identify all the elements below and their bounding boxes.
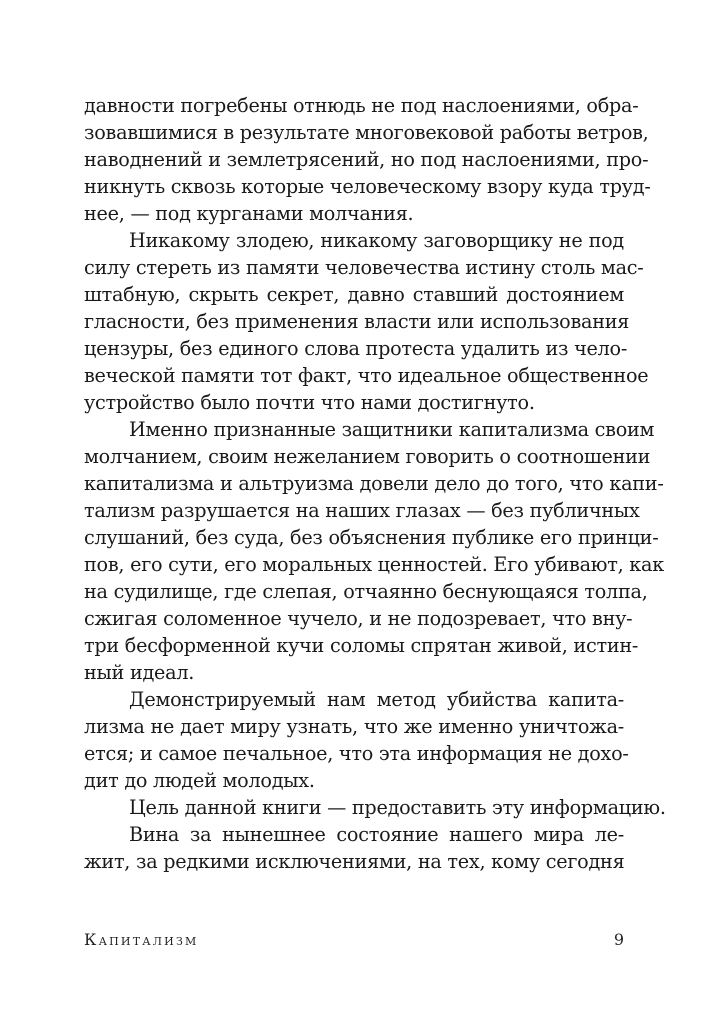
text-line: штабную, скрыть секрет, давно ставший достоянием — [84, 283, 624, 306]
text-line: нее, — под курганами молчания. — [84, 202, 414, 225]
text-line: жит, за редкими исключениями, на тех, кому сегодня — [84, 850, 625, 873]
text-line: цензуры, без единого слова протеста удалить из чело- — [84, 337, 628, 360]
text-line: дит до людей молодых. — [84, 769, 315, 792]
text-line: пов, его сути, его моральных ценностей. Его убивают, как — [84, 553, 664, 576]
text-line: наводнений и землетрясений, но под наслоениями, про- — [84, 148, 649, 171]
text-line: тализм разрушается на наших глазах — без публичных — [84, 499, 640, 522]
text-line: Цель данной книги — предоставить эту информацию. — [129, 796, 666, 819]
text-line: сжигая соломенное чучело, и не подозревает, что вну- — [84, 607, 633, 630]
page-body — [84, 92, 666, 875]
page-footer — [84, 928, 624, 952]
text-line: веческой памяти тот факт, что идеальное общественное — [84, 364, 649, 387]
text-line: слушаний, без суда, без объяснения публике его принци- — [84, 526, 659, 549]
page-number: 9 — [613, 930, 624, 949]
text-line: Никакому злодею, никакому заговорщику не под — [129, 229, 624, 252]
text-line: ный идеал. — [84, 661, 195, 684]
text-line: ется; и самое печальное, что эта информация не дохо- — [84, 742, 629, 765]
text-line: лизма не дает миру узнать, что же именно уничтожа- — [84, 715, 624, 738]
text-line: три бесформенной кучи соломы спрятан живой, истин- — [84, 634, 639, 657]
text-line: Демонстрируемый нам метод убийства капита- — [129, 688, 624, 711]
text-line: молчанием, своим нежеланием говорить о соотношении — [84, 445, 651, 468]
text-line: силу стереть из памяти человечества истину столь мас- — [84, 256, 644, 279]
text-line: устройство было почти что нами достигнуто. — [84, 391, 535, 414]
text-line: Вина за нынешнее состояние нашего мира ле- — [129, 823, 624, 846]
text-line: гласности, без применения власти или использования — [84, 310, 630, 333]
text-line: на судилище, где слепая, отчаянно беснующаяся толпа, — [84, 580, 648, 603]
text-line: никнуть сквозь которые человеческому взору куда труд- — [84, 175, 651, 198]
running-head: Капитализм — [84, 930, 199, 949]
text-line: капитализма и альтруизма довели дело до того, что капи- — [84, 472, 664, 495]
text-line: давности погребены отнюдь не под наслоениями, обра- — [84, 94, 639, 117]
text-line: зовавшимися в результате многовековой работы ветров, — [84, 121, 649, 144]
text-line: Именно признанные защитники капитализма своим — [129, 418, 655, 441]
